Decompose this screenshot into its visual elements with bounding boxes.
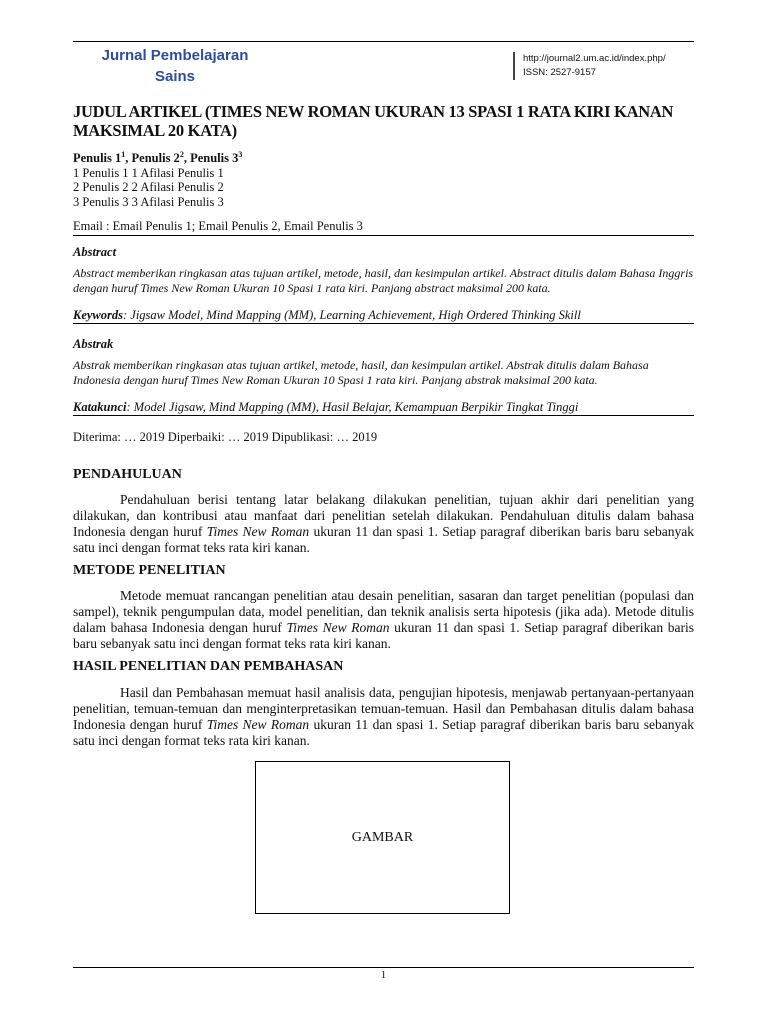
journal-name-line1: Jurnal Pembelajaran xyxy=(101,47,249,64)
figure-label: GAMBAR xyxy=(351,829,414,845)
author-name: Penulis 1 xyxy=(73,151,122,166)
keywords-line xyxy=(73,308,581,323)
header-divider xyxy=(513,52,515,80)
divider xyxy=(73,415,694,416)
journal-issn: ISSN: 2527-9157 xyxy=(523,67,596,78)
katakunci-line xyxy=(73,400,578,415)
author-email: Email : Email Penulis 1; Email Penulis 2, Email Penulis 3 xyxy=(73,219,363,233)
abstract-label: Abstract xyxy=(73,245,117,259)
author-block xyxy=(73,148,242,209)
journal-name xyxy=(75,45,275,87)
divider xyxy=(73,323,694,324)
section-paragraph-intro: Pendahuluan berisi tentang latar belakang dilakukan penelitian, tujuan akhir dari penelitian yang dilakukan, dan kontribusi atau manfaat dari penelitian setelah dilakukan. Pendahuluan ditulis dalam bahasa Indonesia dengan huruf Times New Roman ukuran 11 dan spasi 1. Setiap paragraf diberikan baris baru sebanyak satu inci dengan format teks rata kiri kanan. xyxy=(73,492,694,555)
author-sup: 2 xyxy=(179,150,184,159)
abstract-text: Abstract memberikan ringkasan atas tujuan artikel, metode, hasil, dan kesimpulan artikel. Abstract ditulis dalam Bahasa Inggris dengan huruf Times New Roman Ukuran 10 Spasi 1 rata kiri. Panjang abstract maksimal 200 kata. xyxy=(73,266,694,295)
divider xyxy=(73,235,694,236)
author-name: Penulis 3 xyxy=(190,151,239,166)
author-sup: 3 xyxy=(238,150,243,159)
journal-info xyxy=(523,52,666,80)
section-paragraph-results: Hasil dan Pembahasan memuat hasil analisis data, pengujian hipotesis, menjawab pertanyaan-pertanyaan penelitian, temuan-temuan dan menginterpretasikan temuan-temuan. Hasil dan Pembahasan ditulis dalam bahasa Indonesia dengan huruf Times New Roman ukuran 11 dan spasi 1. Setiap paragraf diberikan baris baru sebanyak satu inci dengan format teks rata kiri kanan. xyxy=(73,685,694,748)
section-heading-method: METODE PENELITIAN xyxy=(73,563,226,578)
author-names: Penulis $1^1$, Penulis $2^2$, Penulis $3^3$ xyxy=(73,150,243,166)
author-name: Penulis 2 xyxy=(131,151,180,166)
section-paragraph-method: Metode memuat rancangan penelitian atau desain penelitian, sasaran dan target penelitian (populasi dan sampel), teknik pengumpulan data, model penelitian, dan teknik analisis serta hipotesis (jika ada). Metode ditulis dalam bahasa Indonesia dengan huruf Times New Roman ukuran 11 dan spasi 1. Setiap paragraf diberikan baris baru sebanyak satu inci dengan format teks rata kiri kanan. xyxy=(73,588,694,651)
section-heading-results: HASIL PENELITIAN DAN PEMBAHASAN xyxy=(73,659,344,674)
keywords-label: Keywords xyxy=(73,308,123,322)
page-number: 1 xyxy=(380,969,387,981)
publication-dates: Diterima: … 2019 Diperbaiki: … 2019 Dipublikasi: … 2019 xyxy=(73,430,378,444)
katakunci-value: : Model Jigsaw, Mind Mapping (MM), Hasil Belajar, Kemampuan Berpikir Tingkat Tinggi xyxy=(126,400,579,414)
journal-url[interactable]: http://journal2.um.ac.id/index.php/ xyxy=(523,53,666,64)
katakunci-label: Katakunci xyxy=(73,400,127,414)
abstrak-label: Abstrak xyxy=(73,337,114,351)
journal-name-line2: Sains xyxy=(154,68,196,85)
affiliation-line: 3 Penulis 3 3 Afilasi Penulis 3 xyxy=(73,194,224,209)
affiliation-line: 1 Penulis 1 1 Afilasi Penulis 1 xyxy=(73,165,224,180)
header-top-rule xyxy=(73,41,694,42)
affiliation-line: 2 Penulis 2 2 Afilasi Penulis 2 xyxy=(73,180,224,195)
author-sup: 1 xyxy=(121,150,126,159)
section-heading-intro: PENDAHULUAN xyxy=(73,467,182,482)
article-title: JUDUL ARTIKEL (TIMES NEW ROMAN UKURAN 13 SPASI 1 RATA KIRI KANAN MAKSIMAL 20 KATA) xyxy=(73,102,674,140)
keywords-value: : Jigsaw Model, Mind Mapping (MM), Learning Achievement, High Ordered Thinking Skill xyxy=(123,308,581,322)
abstrak-text: Abstrak memberikan ringkasan atas tujuan artikel, metode, hasil, dan kesimpulan artikel. Abstrak ditulis dalam Bahasa Indonesia dengan huruf Times New Roman Ukuran 10 Spasi 1 rata kiri. Panjang abstrak maksimal 200 kata. xyxy=(73,358,649,387)
footer-rule xyxy=(73,967,694,968)
figure-placeholder xyxy=(255,761,510,914)
